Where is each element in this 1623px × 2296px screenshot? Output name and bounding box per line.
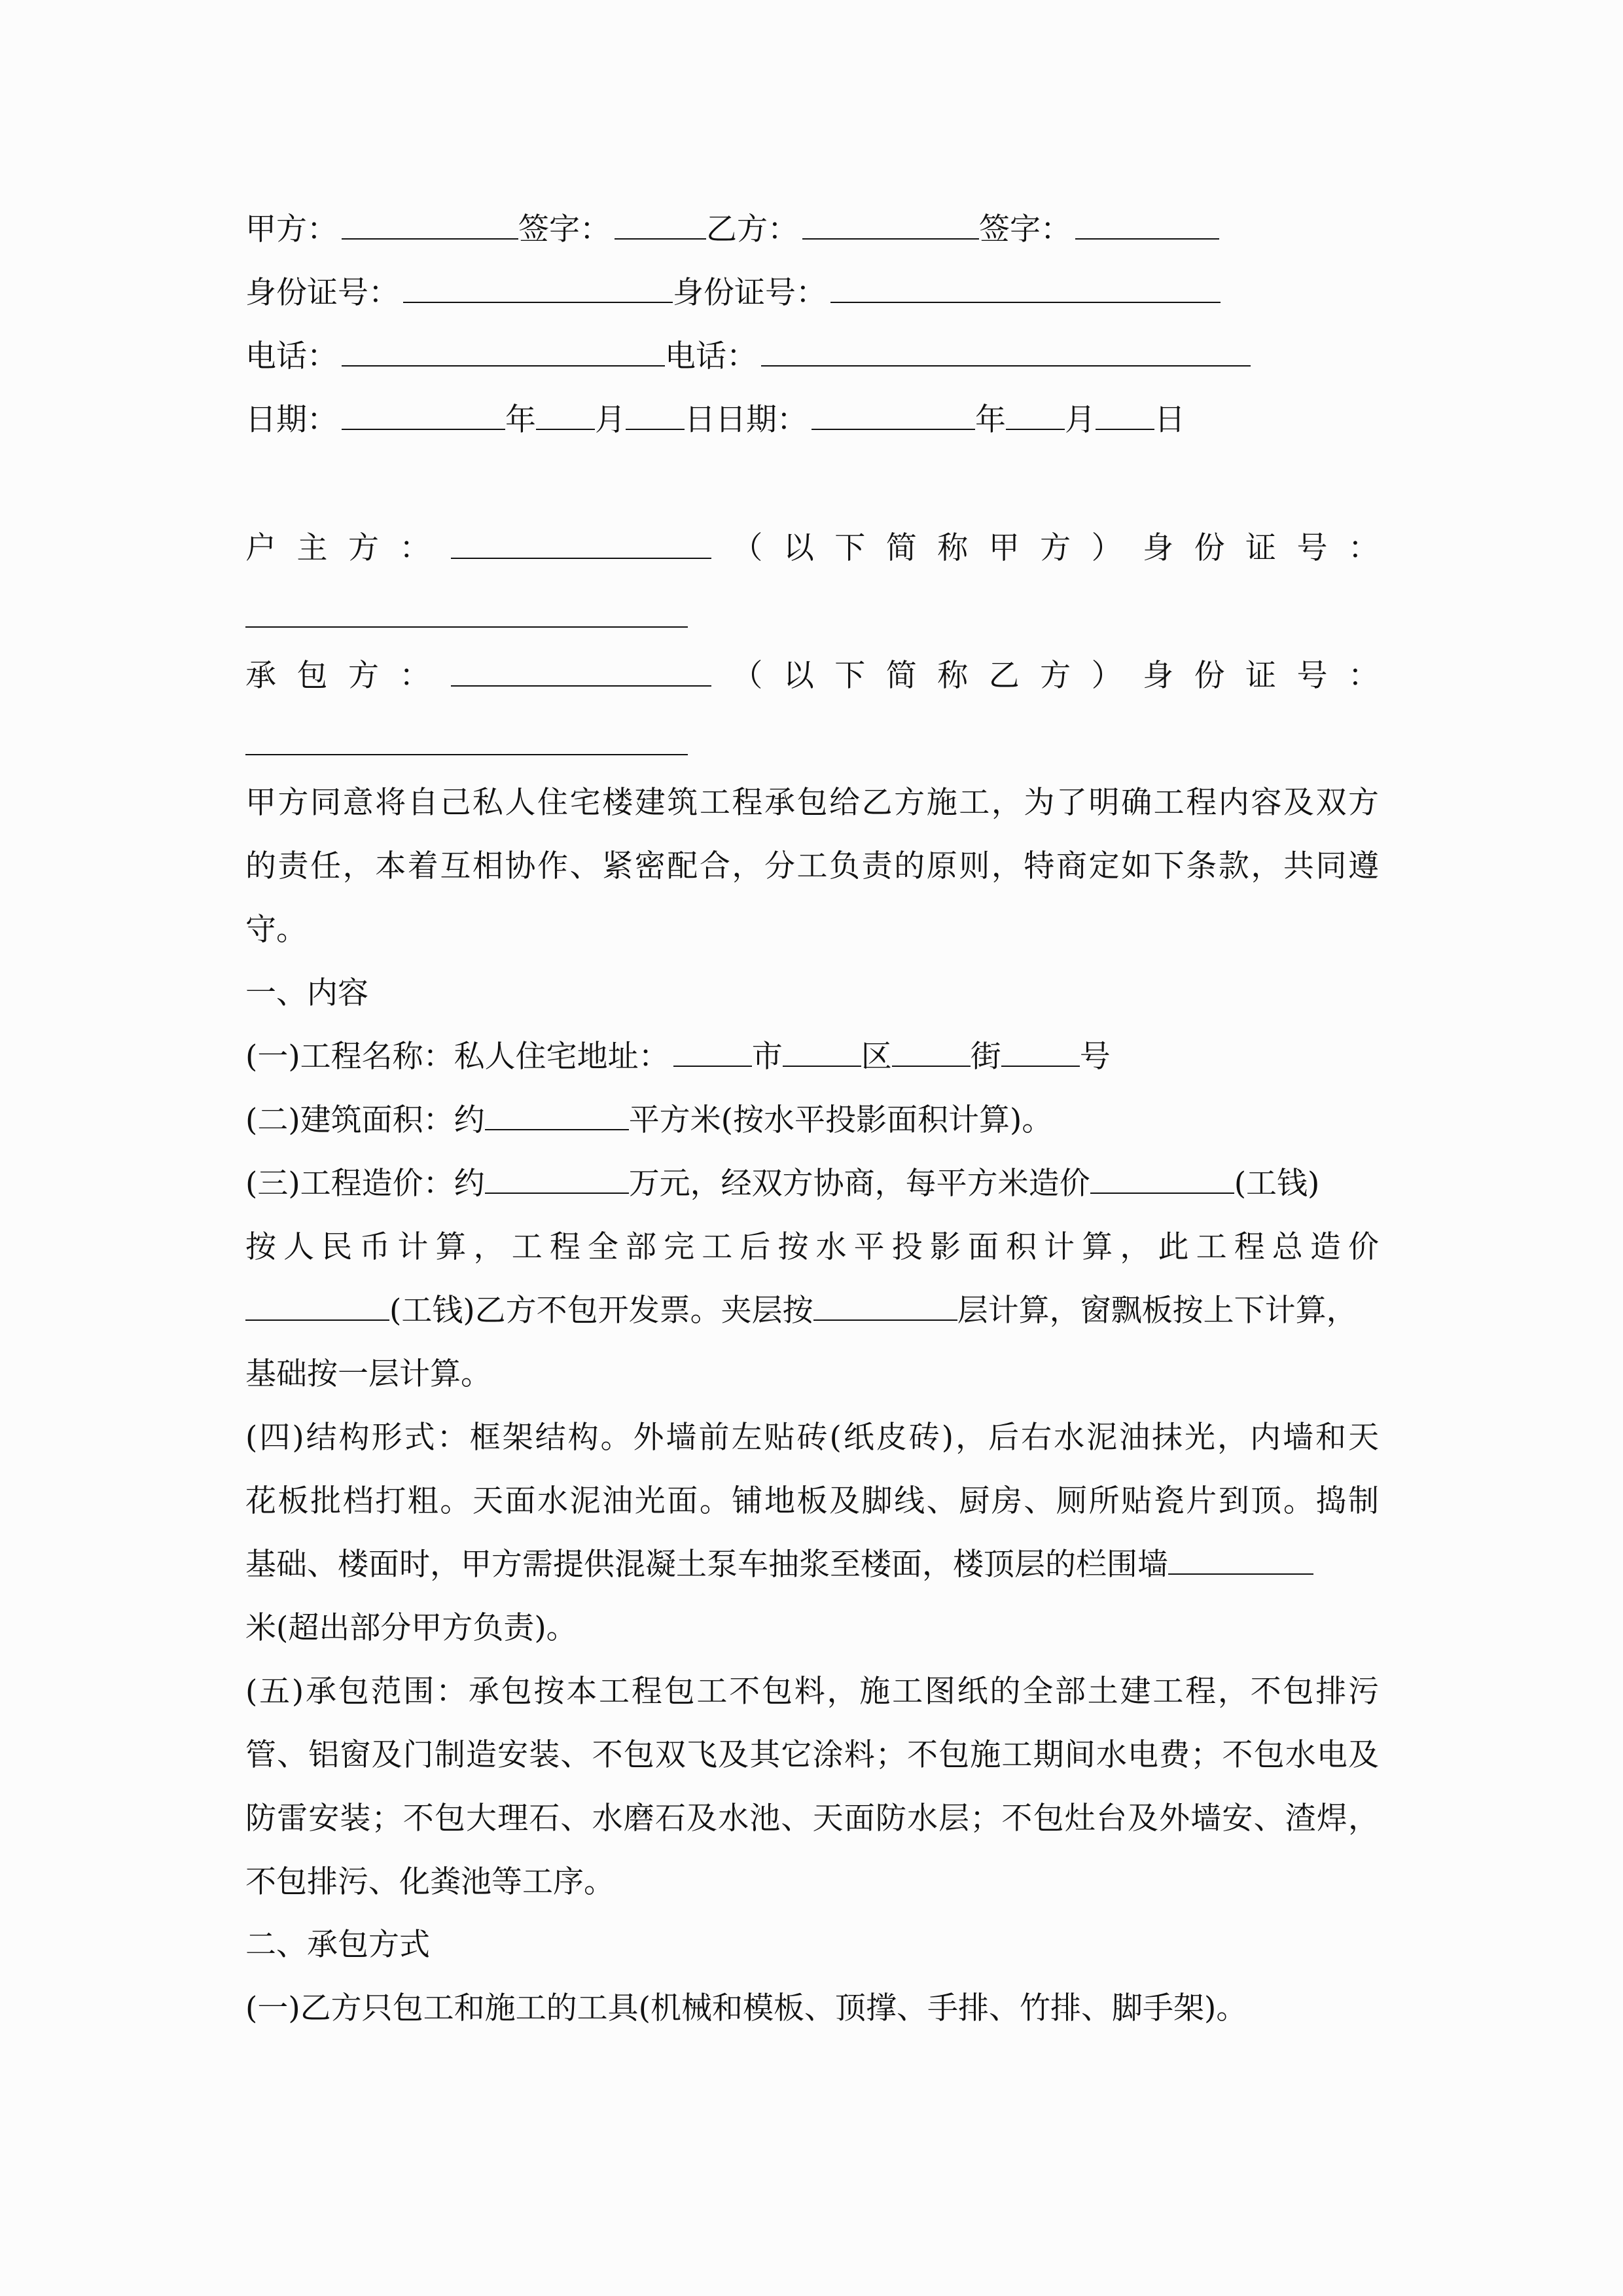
contractor-char: 包 — [296, 658, 328, 694]
item-scope-line-3: 防雷安装；不包大理石、水磨石及水池、天面防水层；不包灶台及外墙安、渣焊， — [245, 1801, 1379, 1837]
intro-line: 甲方同意将自己私人住宅楼建筑工程承包给乙方施工，为了明确工程内容及双方 — [245, 785, 1379, 821]
item-cost-line-2: 按人民币计算，工程全部完工后按水平投影面积计算，此工程总造价 — [245, 1229, 1379, 1265]
party-a-phone-field[interactable] — [342, 336, 665, 367]
party-b-id-field[interactable] — [830, 273, 1221, 303]
contractor-note-char: 以 — [783, 658, 814, 694]
signature-row-id — [245, 273, 1221, 312]
party-b-phone-label: 电话： — [665, 338, 757, 374]
owner-note-char: （ — [732, 530, 763, 566]
party-b-phone-field[interactable] — [761, 336, 1251, 367]
street-field[interactable] — [892, 1037, 971, 1067]
owner-note-char: 号 — [1296, 530, 1328, 566]
intro-line: 的责任，本着互相协作、紧密配合，分工负责的原则，特商定如下条款，共同遵 — [245, 848, 1379, 884]
grand-total-field[interactable] — [245, 1291, 389, 1321]
item-structure-line-4: 米(超出部分甲方负责)。 — [245, 1610, 577, 1646]
party-a-signature-field[interactable] — [615, 209, 706, 240]
owner-note-char: 身 — [1143, 530, 1174, 566]
item-scope-line-1: (五)承包范围：承包按本工程包工不包料，施工图纸的全部土建工程，不包排污 — [245, 1674, 1379, 1710]
contractor-note-char: 下 — [834, 658, 866, 694]
unit-cost-field[interactable] — [1090, 1164, 1234, 1194]
signature-row-parties — [245, 209, 1219, 249]
owner-note-char: 甲 — [988, 530, 1020, 566]
cost-labor-note: (工钱) — [1234, 1166, 1320, 1202]
owner-char: ： — [399, 530, 431, 566]
signature-row-date — [245, 400, 1185, 439]
contractor-note-char: 方 — [1040, 658, 1071, 694]
owner-note-char: 称 — [937, 530, 969, 566]
total-cost-field[interactable] — [485, 1164, 629, 1194]
month-label-a: 月 — [595, 402, 626, 438]
street-label: 街 — [970, 1039, 1001, 1075]
contractor-note-char: 乙 — [988, 658, 1020, 694]
section-1 — [245, 961, 1379, 1914]
day-a-date-b-label: 日日期： — [685, 402, 808, 438]
city-field[interactable] — [673, 1037, 752, 1067]
contractor-party-line — [245, 656, 1379, 696]
structure-line-3-text: 基础、楼面时，甲方需提供混凝土泵车抽浆至楼面，楼顶层的栏围墙 — [245, 1547, 1168, 1583]
owner-note-char: 下 — [834, 530, 866, 566]
party-a-day-field[interactable] — [626, 400, 685, 430]
party-a-sign-label: 签字： — [518, 211, 611, 247]
item-structure-line-2: 花板批档打粗。天面水泥油光面。铺地板及脚线、厨房、厕所贴瓷片到顶。捣制 — [245, 1483, 1379, 1519]
party-a-id-field[interactable] — [403, 273, 673, 303]
day-label-b: 日 — [1154, 402, 1185, 438]
district-field[interactable] — [783, 1037, 861, 1067]
cost-prefix: (三)工程造价：约 — [245, 1166, 485, 1202]
party-b-name-field[interactable] — [802, 209, 979, 240]
cost-line-3-b: 层计算，窗飘板按上下计算， — [957, 1293, 1357, 1329]
owner-note-char: 证 — [1245, 530, 1277, 566]
owner-name-field[interactable] — [451, 529, 711, 559]
party-a-date-label: 日期： — [245, 402, 338, 438]
area-field[interactable] — [485, 1100, 629, 1130]
section-2-heading: 二、承包方式 — [245, 1927, 430, 1963]
cost-line-3-a: (工钱)乙方不包开发票。夹层按 — [389, 1293, 813, 1329]
contractor-note-char: 称 — [937, 658, 969, 694]
item-cost-line-3 — [245, 1279, 1379, 1342]
party-b-day-field[interactable] — [1096, 400, 1154, 430]
parapet-height-field[interactable] — [1168, 1545, 1313, 1575]
party-b-month-field[interactable] — [1006, 400, 1065, 430]
contractor-note-char: （ — [732, 658, 763, 694]
owner-note-char: 份 — [1194, 530, 1225, 566]
party-a-label: 甲方： — [245, 211, 338, 247]
owner-note-char: ） — [1091, 530, 1122, 566]
month-label-b: 月 — [1065, 402, 1096, 438]
section-2-item-1: (一)乙方只包工和施工的工具(机械和模板、顶撑、手排、竹排、脚手架)。 — [245, 1990, 1247, 2026]
owner-id-field[interactable] — [245, 625, 688, 628]
contractor-char: 承 — [245, 658, 276, 694]
contractor-char: ： — [399, 658, 431, 694]
item-structure-line-3 — [245, 1533, 1379, 1596]
contractor-note-char: 简 — [885, 658, 917, 694]
item-project-name-prefix: (一)工程名称：私人住宅地址： — [245, 1039, 669, 1075]
number-field[interactable] — [1001, 1037, 1080, 1067]
contractor-name-field[interactable] — [451, 656, 711, 687]
signature-row-phone — [245, 336, 1251, 376]
contractor-note-char: 号 — [1296, 658, 1328, 694]
contractor-note-char: 身 — [1143, 658, 1174, 694]
city-label: 市 — [751, 1039, 783, 1075]
item-cost-line-1 — [245, 1152, 1379, 1215]
item-building-area-suffix: 平方米(按水平投影面积计算)。 — [628, 1102, 1053, 1138]
contractor-note-char: 证 — [1245, 658, 1277, 694]
item-project-name — [245, 1025, 1379, 1088]
party-b-label: 乙方： — [706, 211, 798, 247]
party-b-year-field[interactable] — [812, 400, 975, 430]
owner-note-char: 方 — [1040, 530, 1071, 566]
year-label-b: 年 — [975, 402, 1006, 438]
party-a-month-field[interactable] — [536, 400, 595, 430]
item-building-area — [245, 1088, 1379, 1152]
item-scope-line-4: 不包排污、化粪池等工序。 — [245, 1864, 615, 1900]
contractor-id-field[interactable] — [245, 753, 688, 755]
party-a-year-field[interactable] — [342, 400, 505, 430]
party-b-id-label: 身份证号： — [673, 275, 827, 311]
number-label: 号 — [1079, 1039, 1111, 1075]
owner-char: 方 — [348, 530, 379, 566]
party-a-name-field[interactable] — [342, 209, 518, 240]
owner-char: 主 — [296, 530, 328, 566]
item-cost-line-4: 基础按一层计算。 — [245, 1356, 491, 1392]
party-a-id-label: 身份证号： — [245, 275, 399, 311]
owner-note-char: 简 — [885, 530, 917, 566]
item-structure-line-1: (四)结构形式：框架结构。外墙前左贴砖(纸皮砖)，后右水泥油抹光，内墙和天 — [245, 1420, 1379, 1456]
section-2 — [245, 1913, 1379, 2040]
section-1-heading: 一、内容 — [245, 975, 368, 1011]
intro-line: 守。 — [245, 912, 307, 948]
party-a-phone-label: 电话： — [245, 338, 338, 374]
year-label-a: 年 — [505, 402, 536, 438]
item-building-area-prefix: (二)建筑面积：约 — [245, 1102, 485, 1138]
owner-note-char: 以 — [783, 530, 814, 566]
owner-party-line — [245, 529, 1379, 568]
owner-char: 户 — [245, 530, 276, 566]
mezzanine-field[interactable] — [813, 1291, 957, 1321]
contractor-note-char: ） — [1091, 658, 1122, 694]
party-b-signature-field[interactable] — [1075, 209, 1219, 240]
cost-middle: 万元，经双方协商，每平方米造价 — [628, 1166, 1090, 1202]
district-label: 区 — [861, 1039, 892, 1075]
contractor-note-char: ： — [1347, 658, 1379, 694]
contractor-char: 方 — [348, 658, 379, 694]
contractor-note-char: 份 — [1194, 658, 1225, 694]
intro-paragraph — [245, 771, 1379, 961]
item-scope-line-2: 管、铝窗及门制造安装、不包双飞及其它涂料；不包施工期间水电费；不包水电及 — [245, 1737, 1379, 1773]
owner-note-char: ： — [1347, 530, 1379, 566]
party-b-sign-label: 签字： — [979, 211, 1071, 247]
